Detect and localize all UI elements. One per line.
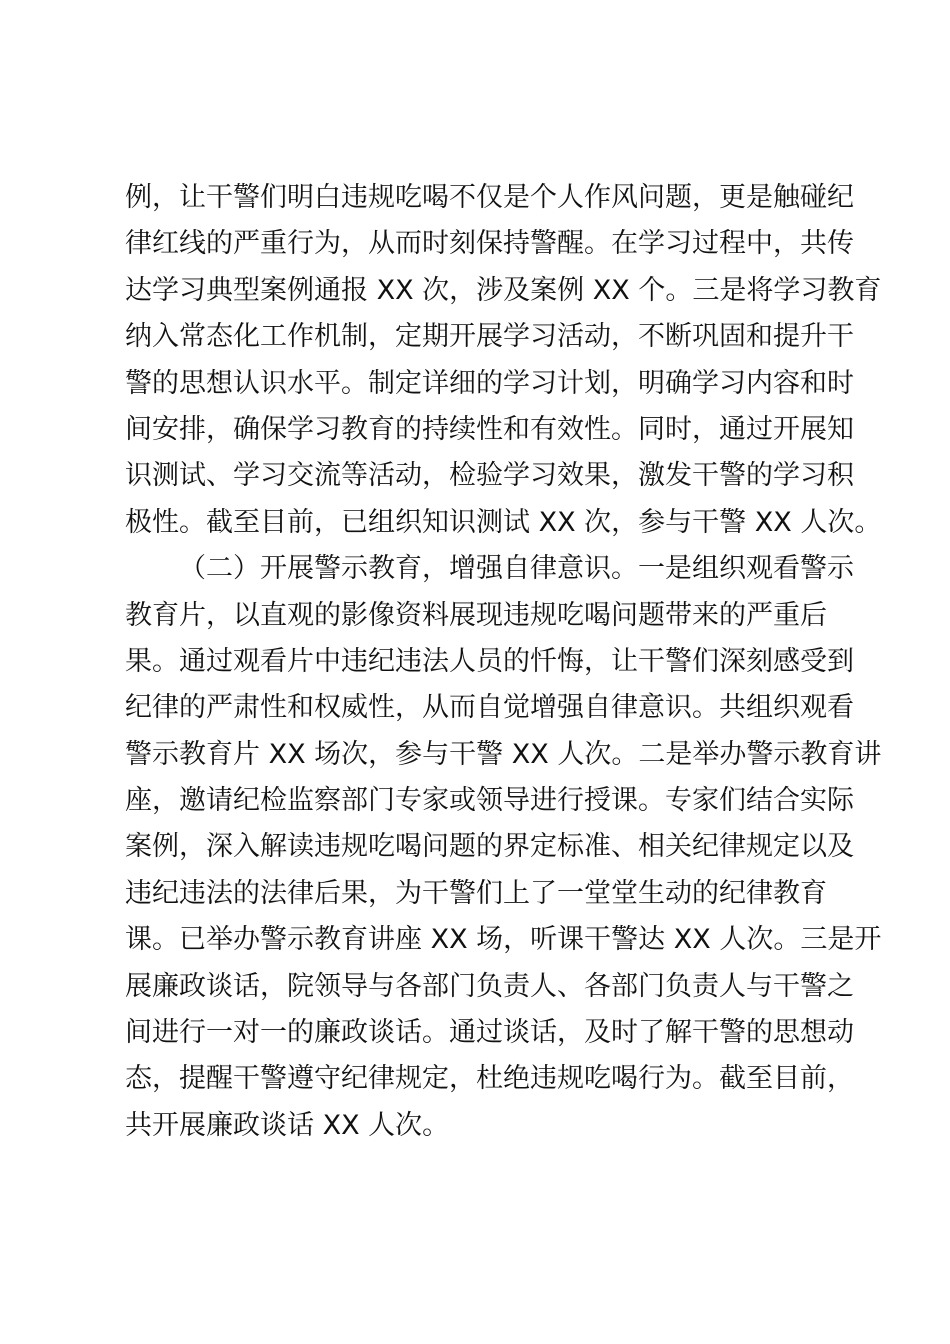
text-line: 纳入常态化工作机制，定期开展学习活动，不断巩固和提升干 xyxy=(125,321,854,353)
text-line: 纪律的严肃性和权威性，从而自觉增强自律意识。共组织观看 xyxy=(125,692,854,724)
text-line: 案例，深入解读违规吃喝问题的界定标准、相关纪律规定以及 xyxy=(125,831,854,863)
text-line: 例，让干警们明白违规吃喝不仅是个人作风问题，更是触碰纪 xyxy=(125,182,854,213)
text-line: 座，邀请纪检监察部门专家或领导进行授课。专家们结合实际 xyxy=(125,785,854,817)
text-line: 违纪违法的法律后果，为干警们上了一堂堂生动的纪律教育 xyxy=(125,877,827,909)
text-line: 达学习典型案例通报 XX 次，涉及案例 XX 个。三是将学习教育 xyxy=(125,274,882,306)
text-line: 教育片，以直观的影像资料展现违规吃喝问题带来的严重后 xyxy=(125,599,827,631)
text-line: 律红线的严重行为，从而时刻保持警醒。在学习过程中，共传 xyxy=(125,228,854,260)
text-line: 间安排，确保学习教育的持续性和有效性。同时，通过开展知 xyxy=(125,413,854,445)
text-line: 课。已举办警示教育讲座 XX 场，听课干警达 XX 人次。三是开 xyxy=(125,924,882,956)
text-line: 展廉政谈话，院领导与各部门负责人、各部门负责人与干警之 xyxy=(125,970,854,1002)
text-line: 间进行一对一的廉政谈话。通过谈话，及时了解干警的思想动 xyxy=(125,1017,854,1049)
text-line: 警示教育片 XX 场次，参与干警 XX 人次。二是举办警示教育讲 xyxy=(125,738,882,770)
body-text xyxy=(125,175,882,1149)
text-line: 警的思想认识水平。制定详细的学习计划，明确学习内容和时 xyxy=(125,367,854,399)
text-line: 果。通过观看片中违纪违法人员的忏悔，让干警们深刻感受到 xyxy=(125,645,854,677)
text-line: 共开展廉政谈话 XX 人次。 xyxy=(125,1109,450,1141)
text-line: 态，提醒干警遵守纪律规定，杜绝违规吃喝行为。截至目前， xyxy=(125,1063,854,1095)
text-line: 极性。截至目前，已组织知识测试 XX 次，参与干警 XX 人次。 xyxy=(125,506,882,538)
section-heading-line: （二）开展警示教育，增强自律意识。一是组织观看警示 xyxy=(179,553,854,585)
text-line: 识测试、学习交流等活动，检验学习效果，激发干警的学习积 xyxy=(125,460,854,492)
